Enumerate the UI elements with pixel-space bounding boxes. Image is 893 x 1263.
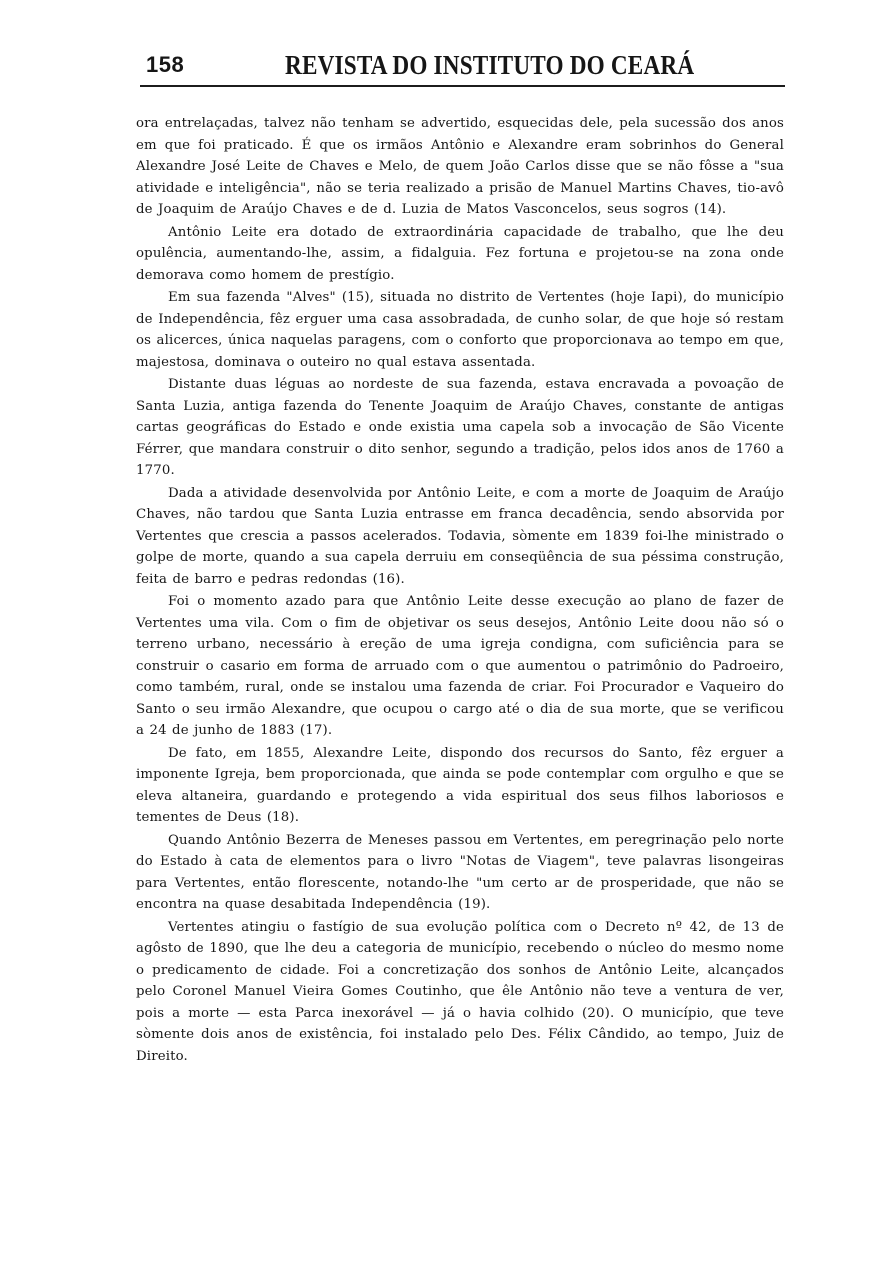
paragraph: Antônio Leite era dotado de extraordinária capacidade de trabalho, que lhe deu opulência, aumentando-lhe, assim, a fidalguia. Fez fortuna e projetou-se na zona onde demorava como homem de prestígio.	[136, 224, 784, 283]
page-header	[140, 50, 785, 88]
header-rule	[140, 85, 785, 87]
running-title: REVISTA DO INSTITUTO DO CEARÁ	[285, 50, 695, 80]
paragraph-continuation: ora entrelaçadas, talvez não tenham se advertido, esquecidas dele, pela sucessão dos anos em que foi praticado. É que os irmãos Antônio e Alexandre eram sobrinhos do General Alexandre José Leite de Chaves e Melo, de quem João Carlos disse que se não fôsse a "sua atividade e inteligência", não se teria realizado a prisão de Manuel Martins Chaves, tio-avô de Joaquim de Araújo Chaves e de d. Luzia de Matos Vasconcelos, seus sogros (14).	[136, 116, 784, 217]
paragraph: Vertentes atingiu o fastígio de sua evolução política com o Decreto nº 42, de 13 de agôsto de 1890, que lhe deu a categoria de município, recebendo o núcleo do mesmo nome o predicamento de cidade. Foi a concretização dos sonhos de Antônio Leite, alcançados pelo Coronel Manuel Vieira Gomes Coutinho, que êle Antônio não teve a ventura de ver, pois a morte — esta Parca inexorável — já o havia colhido (20). O município, que teve sòmente dois anos de existência, foi instalado pelo Des. Félix Cândido, ao tempo, Juiz de Direito.	[136, 919, 784, 1064]
paragraph: Distante duas léguas ao nordeste de sua fazenda, estava encravada a povoação de Santa Luzia, antiga fazenda do Tenente Joaquim de Araújo Chaves, constante de antigas cartas geográficas do Estado e onde existia uma capela sob a invocação de São Vicente Férrer, que mandara construir o dito senhor, segundo a tradição, pelos idos anos de 1760 a 1770.	[136, 377, 784, 478]
paragraph: Foi o momento azado para que Antônio Leite desse execução ao plano de fazer de Vertentes uma vila. Com o fim de objetivar os seus desejos, Antônio Leite doou não só o terreno urbano, necessário à ereção de uma igreja condigna, com suficiência para se construir o casario em forma de arruado com o que aumentou o patrimônio do Padroeiro, como também, rural, onde se instalou uma fazenda de criar. Foi Procurador e Vaqueiro do Santo o seu irmão Alexandre, que ocupou o cargo até o dia de sua morte, que se verificou a 24 de junho de 1883 (17).	[136, 594, 784, 738]
body-text	[136, 113, 784, 1067]
paragraph: Quando Antônio Bezerra de Meneses passou em Vertentes, em peregrinação pelo norte do Estado à cata de elementos para o livro "Notas de Viagem", teve palavras lisongeiras para Vertentes, então florescente, notando-lhe "um certo ar de prosperidade, que não se encontra na quase desabitada Independência (19).	[136, 832, 784, 912]
paragraph: Dada a atividade desenvolvida por Antônio Leite, e com a morte de Joaquim de Araújo Chaves, não tardou que Santa Luzia entrasse em franca decadência, sendo absorvida por Vertentes que crescia a passos acelerados. Todavia, sòmente em 1839 foi-lhe ministrado o golpe de morte, quando a sua capela derruiu em conseqüência de sua péssima construção, feita de barro e pedras redondas (16).	[136, 485, 784, 587]
page-number: 158	[146, 52, 185, 77]
paragraph: De fato, em 1855, Alexandre Leite, dispondo dos recursos do Santo, fêz erguer a imponente Igreja, bem proporcionada, que ainda se pode contemplar com orgulho e que se eleva altaneira, guardando e protegendo a vida espiritual dos seus filhos laboriosos e tementes de Deus (18).	[136, 745, 784, 825]
paragraph: Em sua fazenda "Alves" (15), situada no distrito de Vertentes (hoje Iapi), do município de Independência, fêz erguer uma casa assobradada, de cunho solar, de que hoje só restam os alicerces, única naquelas paragens, com o conforto que proporcionava ao tempo em que, majestosa, dominava o outeiro no qual estava assentada.	[136, 290, 784, 370]
